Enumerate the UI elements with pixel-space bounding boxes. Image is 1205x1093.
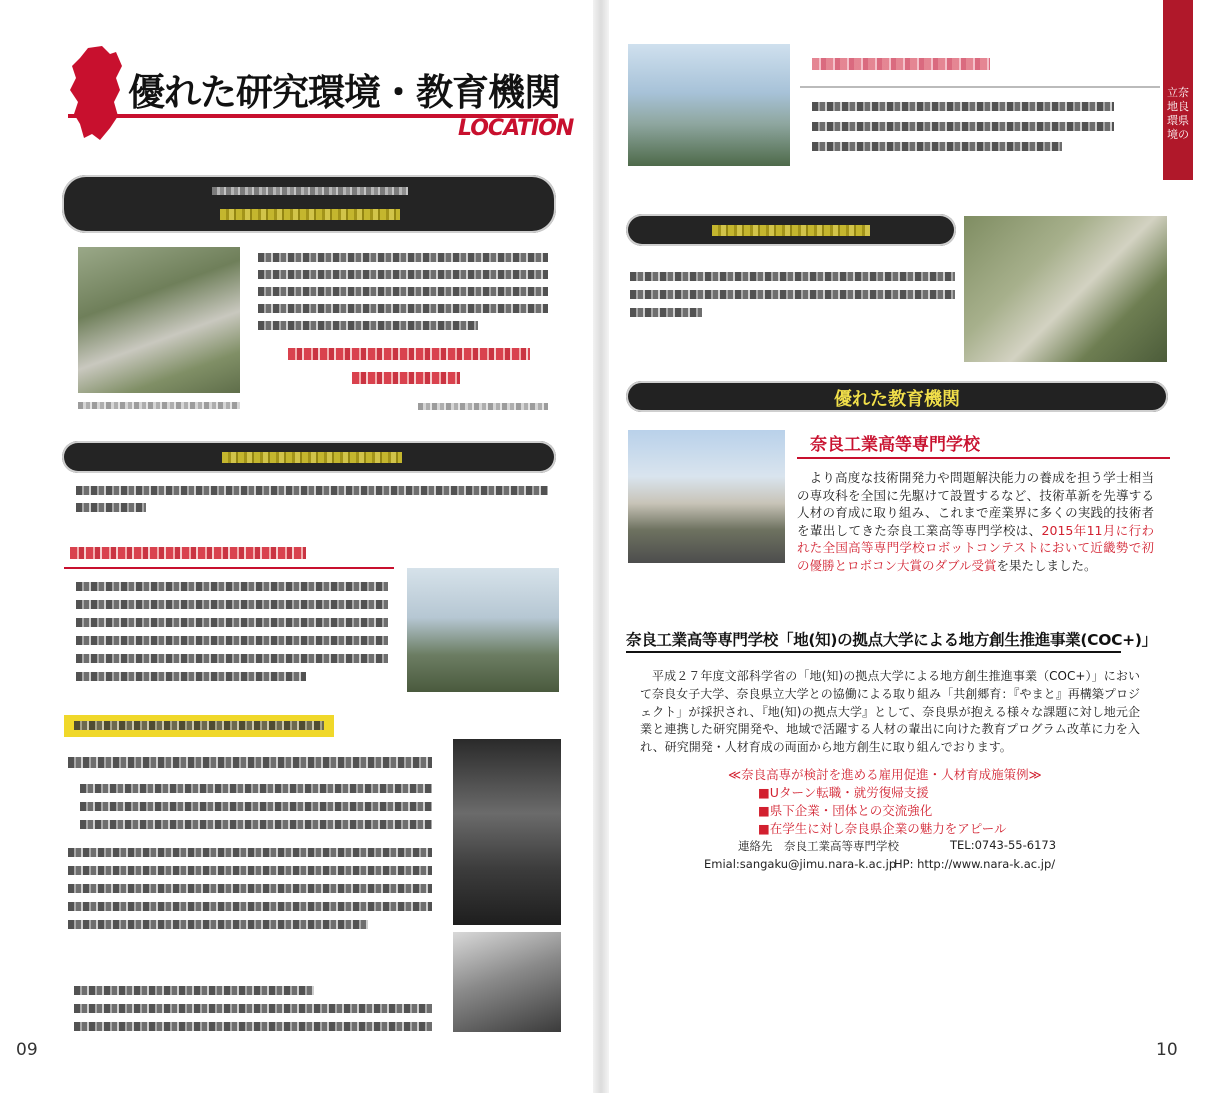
school-name-rule	[797, 457, 1170, 459]
yellow-label	[64, 715, 334, 737]
page-number-right: 10	[1156, 1040, 1178, 1060]
lab-photo-2	[453, 932, 561, 1032]
contact-email[interactable]: Emial:sangaku@jimu.nara-k.ac.jp	[704, 857, 897, 871]
section-banner-1	[62, 175, 556, 233]
school-campus-photo	[628, 430, 785, 563]
contact-label: 連絡先 奈良工業高等専門学校	[738, 839, 899, 853]
sculpture-photo	[407, 568, 559, 692]
education-section-header: 優れた教育機関	[626, 381, 1168, 412]
measures-title: ≪奈良高専が検討を進める雇用促進・人材育成施策例≫	[728, 767, 1042, 782]
title-sub: LOCATION	[458, 116, 574, 141]
coc-title: 奈良工業高等専門学校「地(知)の拠点大学による地方創生推進事業(COC+)」	[626, 631, 1157, 649]
subsection-rule	[64, 567, 394, 569]
section-banner-3	[626, 214, 956, 246]
side-tab: 立奈 地良 環県 境の	[1163, 0, 1193, 180]
building-photo	[628, 44, 790, 166]
campus-aerial-photo	[78, 247, 240, 393]
measure-item-3: ■在学生に対し奈良県企業の魅力をアピール	[758, 821, 1007, 836]
page-title: 優れた研究環境・教育機関	[128, 71, 560, 114]
measure-item-2: ■県下企業・団体との交流強化	[758, 803, 933, 818]
school-name: 奈良工業高等専門学校	[810, 435, 980, 455]
coc-paragraph: 平成２７年度文部科学省の「地(知)の拠点大学による地方創生推進事業（COC+）」において奈良女子大学、奈良県立大学との協働による取り組み「共創郷育：『やまと』再構築プロジェクト」が採択され、『地(知)の拠点大学』として、奈良県が抱える様々な課題に対し地元企業と連携した研究開発や、地域で活躍する人材の輩出に向けた教育プログラム改革に力を入れ、研究開発・人材育成の両面から地方創生に取り組んでおります。	[640, 669, 1140, 755]
school-description: より高度な技術開発力や問題解決能力の養成を担う学士相当の専攻科を全国に先駆けて設置するなど、技術革新を先導する人材の育成に取り組み、これまで産業界に多くの実践的技術者を輩出してきた奈良工業高等専門学校は、2015年11月に行われた全国高等専門学校ロボットコンテストにおいて近畿勢で初の優勝とロボコン大賞のダブル受賞を果たしました。	[797, 470, 1154, 573]
section-banner-2	[62, 441, 556, 473]
measure-item-1: ■Uターン転職・就労復帰支援	[758, 785, 929, 800]
contact-tel: TEL:0743-55-6173	[950, 838, 1057, 852]
nara-map-icon	[66, 44, 126, 144]
coc-title-rule	[626, 651, 1121, 653]
page-number-left: 09	[16, 1040, 38, 1060]
aerial-photo-2	[964, 216, 1167, 362]
lab-photo-1	[453, 739, 561, 925]
contact-homepage-link[interactable]: HP: http://www.nara-k.ac.jp/	[894, 857, 1056, 871]
page-gutter	[593, 0, 609, 1093]
